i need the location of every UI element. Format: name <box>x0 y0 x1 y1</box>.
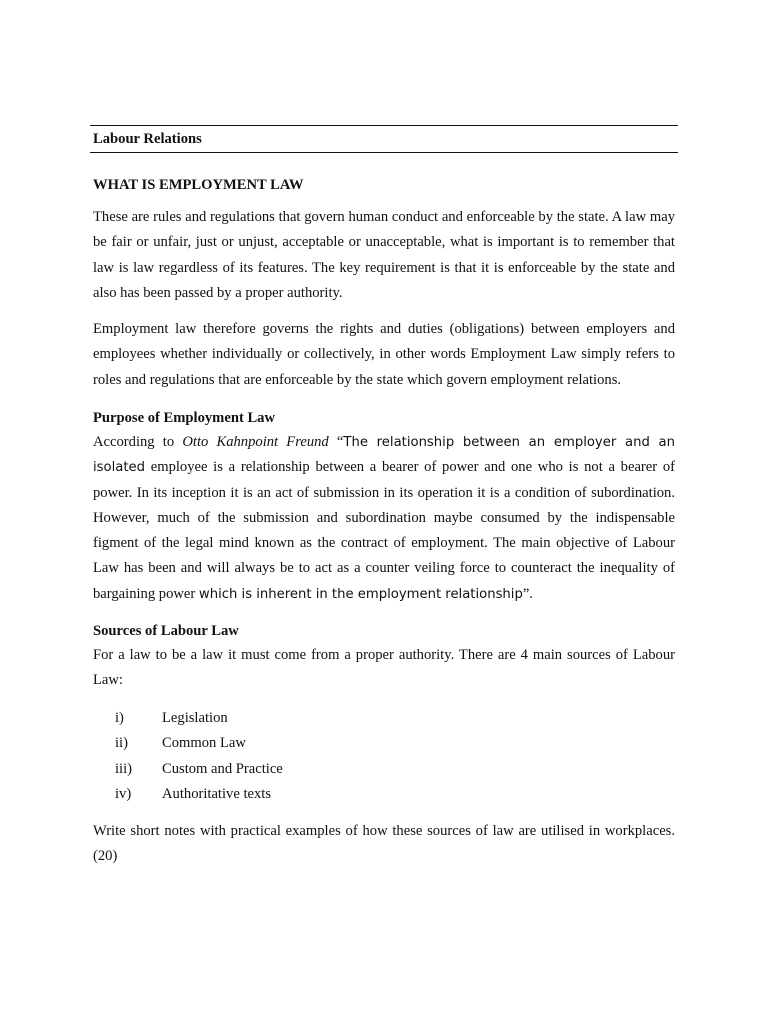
list-item <box>93 708 493 733</box>
quote-first-line: The relationship between an employer and an isolated <box>93 435 675 476</box>
quote-close-mark: ”. <box>522 585 533 602</box>
document-page <box>93 0 675 1024</box>
paragraph-definition: These are rules and regulations that govern human conduct and enforceable by the state. A law may be fair or unfair, just or unjust, acceptable or unacceptable, what is important is to remember that law is law regardless of its features. The key requirement is that it is enforceable by the state and also has been passed by a proper authority. <box>93 209 675 301</box>
section-heading-purpose: Purpose of Employment Law <box>93 410 276 426</box>
paragraph-employment-law: Employment law therefore governs the rights and duties (obligations) between employers and employees whether individually or collectively, in other words Employment Law simply refers to roles and regulations that are enforceable by the state which govern employment relations. <box>93 321 675 388</box>
quote-last-phrase: which is inherent in the employment relationship <box>198 586 523 602</box>
paragraph-task: Write short notes with practical examples of how these sources of law are utilised in workplaces. (20) <box>93 823 675 865</box>
list-item-number: ii) <box>115 735 128 752</box>
list-item <box>93 784 493 809</box>
quote-author: Otto Kahnpoint Freund <box>182 434 329 450</box>
list-item-text: Common Law <box>162 735 246 752</box>
quote-intro: According to <box>93 434 183 450</box>
list-item-number: iii) <box>115 760 133 777</box>
section-heading-what-is-employment-law: WHAT IS EMPLOYMENT LAW <box>93 177 304 193</box>
list-item <box>93 759 493 784</box>
quote-body: employee is a relationship between a bearer of power and one who is not a bearer of power. In its inception it is an act of submission in its operation it is a condition of subordination. However, much of the submission and subordination maybe consumed by the indispensable figment of the legal mind known as the contract of employment. The main objective of Labour Law has been and will always be to act as a counter veiling force to counteract the inequality of bargaining power <box>93 459 675 602</box>
list-item-text: Legislation <box>162 710 228 726</box>
list-item-number: i) <box>115 710 124 726</box>
paragraph-sources-intro: For a law to be a law it must come from a proper authority. There are 4 main sources of Labour Law: <box>93 647 675 689</box>
section-heading-sources: Sources of Labour Law <box>93 623 239 639</box>
sources-list <box>93 708 493 809</box>
list-item-text: Authoritative texts <box>162 785 272 802</box>
quote-open-mark: “ <box>328 434 344 450</box>
header-title: Labour Relations <box>93 131 202 147</box>
paragraph-freund-quote <box>93 430 675 607</box>
list-item-number: iv) <box>115 785 132 802</box>
running-header <box>90 125 678 153</box>
list-item <box>93 733 493 758</box>
list-item-text: Custom and Practice <box>162 760 283 777</box>
